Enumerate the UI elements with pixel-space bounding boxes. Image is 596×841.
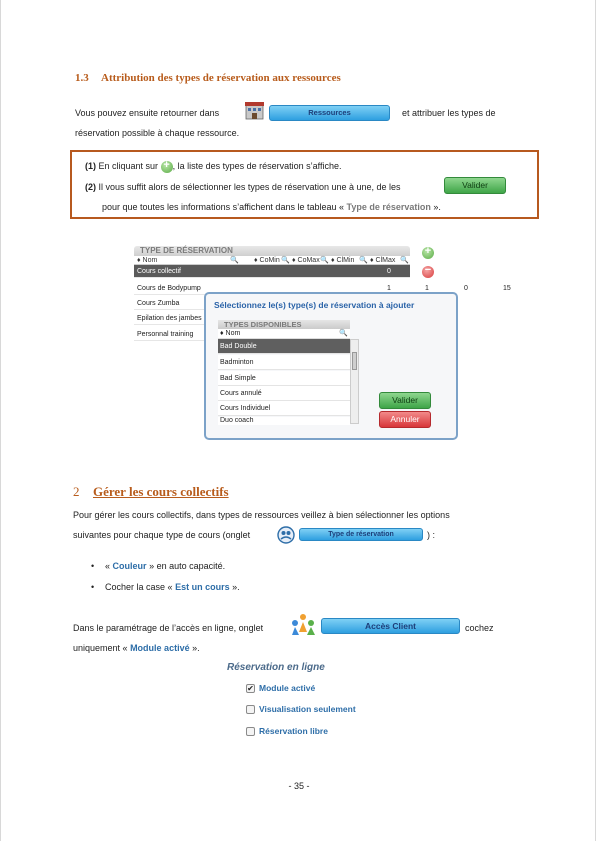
bullet-dot: • xyxy=(91,582,95,592)
search-icon[interactable]: 🔍 xyxy=(320,257,329,264)
section-heading xyxy=(75,72,341,84)
bullet-couleur: « Couleur » en auto capacité. xyxy=(105,561,226,571)
col-header-clmax[interactable]: ♦ ClMax xyxy=(370,257,396,264)
step-3 xyxy=(102,201,441,213)
search-icon[interactable]: 🔍 xyxy=(400,257,409,264)
table-row[interactable]: Personnal training xyxy=(134,328,410,341)
list-item[interactable]: Bad Simple xyxy=(218,371,350,386)
list-title: TYPES DISPONIBLES xyxy=(218,320,350,329)
list-item[interactable]: Cours Individuel xyxy=(218,401,350,416)
section-number: 1.3 xyxy=(75,72,89,84)
step-2 xyxy=(85,181,401,193)
page-number: - 35 - xyxy=(288,781,310,791)
reservation-libre-checkbox[interactable] xyxy=(246,727,255,736)
table-row[interactable]: Epilation des jambes xyxy=(134,312,410,325)
list-item[interactable]: Duo coach xyxy=(218,417,350,425)
step-2-number: (2) xyxy=(85,182,96,192)
access-paragraph-line2: uniquement « Module activé ». xyxy=(73,643,200,653)
building-icon xyxy=(245,101,264,120)
section-2-number: 2 xyxy=(73,484,80,499)
intro-text-line2: réservation possible à chaque ressource. xyxy=(75,128,240,138)
col-header-clmin[interactable]: ♦ ClMin xyxy=(331,257,355,264)
client-access-icon[interactable] xyxy=(290,612,316,638)
search-icon: 🔍 xyxy=(339,330,348,337)
list-item[interactable]: Cours annulé xyxy=(218,386,350,401)
search-icon[interactable]: 🔍 xyxy=(230,257,239,264)
add-icon[interactable] xyxy=(161,161,173,173)
bullet-dot: • xyxy=(91,561,95,571)
search-icon[interactable]: 🔍 xyxy=(281,257,290,264)
dialog-annuler-button[interactable]: Annuler xyxy=(379,411,431,428)
section-2-title: Gérer les cours collectifs xyxy=(93,484,229,499)
step-3-text-before: pour que toutes les informations s’affichent dans le tableau « xyxy=(102,202,344,212)
module-active-checkbox[interactable]: ✔ xyxy=(247,684,254,693)
list-item[interactable]: Badminton xyxy=(218,355,350,370)
access-paragraph-end: cochez xyxy=(465,623,494,633)
search-icon[interactable]: 🔍 xyxy=(359,257,368,264)
step-1-text-before: En cliquant sur xyxy=(98,161,159,171)
section-2-paragraph-line1: Pour gérer les cours collectifs, dans types de ressources veillez à bien sélectionner les options xyxy=(73,510,450,520)
list-header[interactable]: ♦ Nom 🔍 xyxy=(220,330,348,337)
section-title: Attribution des types de réservation aux ressources xyxy=(101,72,341,84)
type-reservation-tab[interactable]: Type de réservation xyxy=(299,528,423,541)
list-item[interactable]: Bad Double xyxy=(218,339,350,354)
access-paragraph: Dans le paramétrage de l’accès en ligne, onglet xyxy=(73,623,264,633)
scrollbar-thumb[interactable] xyxy=(352,352,357,370)
table-title: TYPE DE RÉSERVATION xyxy=(134,246,410,256)
intro-text-after: et attribuer les types de xyxy=(402,108,496,118)
step-1-number: (1) xyxy=(85,161,96,171)
remove-icon[interactable] xyxy=(422,266,434,280)
step-3-text-after: ». xyxy=(433,202,441,212)
section-2-paragraph-end: ) : xyxy=(427,530,435,540)
dialog-valider-button[interactable]: Valider xyxy=(379,392,431,409)
col-header-comax[interactable]: ♦ CoMax xyxy=(292,257,320,264)
reservation-libre-label: Réservation libre xyxy=(259,726,328,736)
step-1-text-after: , la liste des types de réservation s’affiche. xyxy=(172,161,342,171)
valider-button[interactable]: Valider xyxy=(444,177,506,194)
keyword-couleur: Couleur xyxy=(112,561,147,571)
step-1 xyxy=(85,160,342,173)
step-2-text: Il vous suffit alors de sélectionner les types de réservation une à une, de les xyxy=(98,182,401,192)
visualisation-label: Visualisation seulement xyxy=(259,704,356,714)
table-row[interactable]: Cours Zumba xyxy=(134,297,410,310)
acces-client-tab[interactable]: Accès Client xyxy=(321,618,460,634)
module-active-label: Module activé xyxy=(259,683,316,693)
keyword-est-un-cours: Est un cours xyxy=(175,582,230,592)
online-reservation-title: Réservation en ligne xyxy=(227,662,325,673)
col-header-comin[interactable]: ♦ CoMin xyxy=(254,257,280,264)
section-2-paragraph-line2: suivantes pour chaque type de cours (onglet xyxy=(73,530,251,540)
table-row[interactable]: Cours de Bodypump 1 1 0 15 xyxy=(134,282,410,295)
intro-text-before: Vous pouvez ensuite retourner dans xyxy=(75,108,220,118)
ressources-button[interactable]: Ressources xyxy=(269,105,390,121)
col-header-nom[interactable]: ♦ Nom xyxy=(137,257,158,264)
table-row[interactable]: Cours collectif 0 0 2 xyxy=(134,265,410,278)
step-3-keyword: Type de réservation xyxy=(346,202,431,212)
add-icon[interactable] xyxy=(422,247,434,259)
bullet-est-un-cours: Cocher la case « Est un cours ». xyxy=(105,582,240,592)
type-reservation-tab-icon[interactable] xyxy=(277,526,295,544)
keyword-module-active: Module activé xyxy=(130,643,190,653)
list-scrollbar[interactable] xyxy=(350,339,359,424)
visualisation-checkbox[interactable] xyxy=(246,705,255,714)
section-2-heading xyxy=(73,484,229,500)
dialog-title: Sélectionnez le(s) type(s) de réservation à ajouter xyxy=(214,300,415,310)
